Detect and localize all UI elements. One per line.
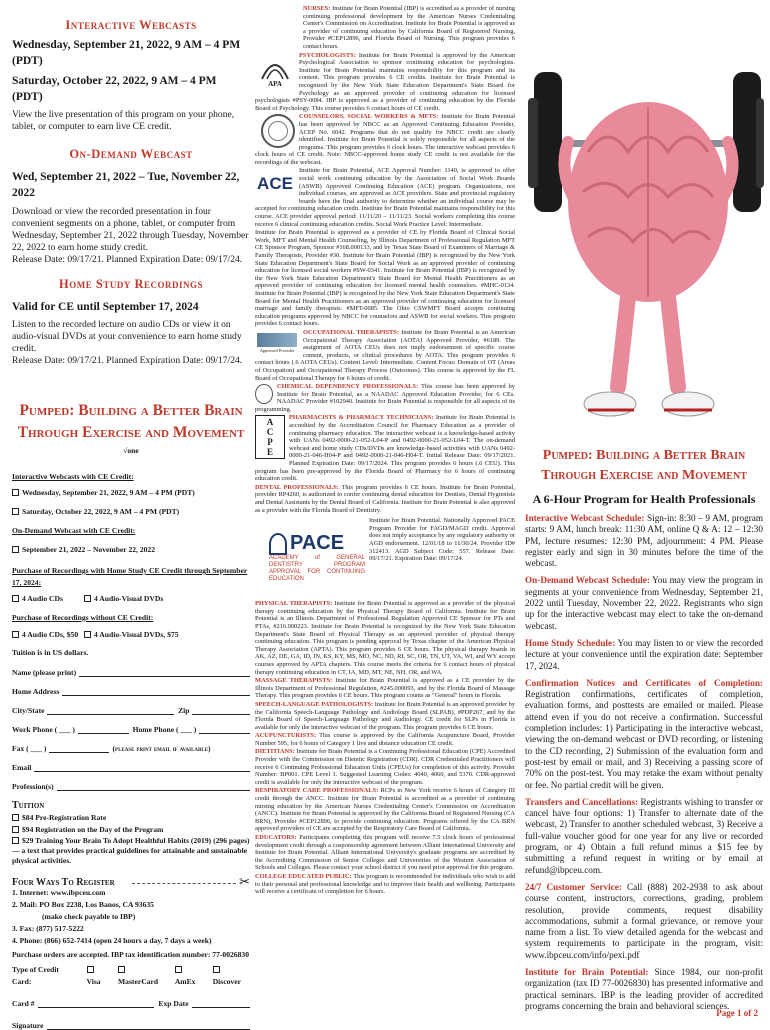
on-demand-release: Release Date: 09/17/21. Planned Expiration Date: 09/17/24. (12, 254, 243, 265)
dental-block: DENTAL PROFESSIONALS: This program provides 6 CE hours. Institute for Brain Potential, provider RP4260, is authorized to confer continuing dental education for Dentists, Dental Hygienists and Dental Assistants by the Dental Board of California. Institute for Brain Potential is also approved as a provider with the Florida Board of Dentistry. (255, 483, 515, 514)
register-mail: 2. Mail: PO Box 2238, Los Banos, CA 93635 (12, 900, 154, 909)
checkbox-icon[interactable] (12, 814, 19, 821)
home-phone-label: Home Phone ( ___ ) (132, 725, 197, 734)
register-internet[interactable]: 1. Internet: www.ibpceu.com (12, 888, 106, 897)
tuition-option-2[interactable]: $94 Registration on the Day of the Program (12, 824, 250, 836)
fax-note: (please print email if available) (112, 744, 211, 753)
work-phone-label: Work Phone ( ___ ) (12, 725, 75, 734)
tuition-option-3[interactable]: $29 Training Your Brain To Adopt Healthful Habits (2019) (296 pages) — a text that provides practical guidelines for attainable and sustainable physical activities. (12, 836, 250, 865)
checkbox-icon[interactable] (12, 826, 19, 833)
amex-option[interactable]: AmEx (175, 964, 205, 988)
register-mail-payable: (make check payable to IBP) (42, 912, 136, 921)
checkbox-icon[interactable] (213, 966, 220, 973)
work-phone-field[interactable] (78, 725, 129, 734)
checkbox-icon[interactable] (118, 966, 125, 973)
registration-form (12, 471, 250, 1030)
counselors-block: COUNSELORS, SOCIAL WORKERS & MFTS: Institute for Brain Potential has been approved by NBCC as an Approved Continuing Education Provider, ACEP No. 6042. Programs that do not qualify for NBCC credit are clearly identified. Institute for Brain Potential is solely responsible for all aspects of the programs. This program provides 6 clock hours. The interactive webcast provides 6 clock hours of CE credit. Note: NBCC-approved home study CE credit is not available for the recordings of the webcast. (255, 113, 515, 166)
accreditation-column (255, 5, 515, 897)
exp-date-field[interactable] (192, 999, 250, 1008)
interactive-webcasts-heading: Interactive Webcasts (65, 18, 197, 32)
tuition-option-1[interactable]: $84 Pre-Registration Rate (12, 812, 250, 824)
zip-label: Zip (178, 706, 190, 715)
left-program-title-2: Through Exercise and Movement (17, 424, 245, 441)
cut-line (132, 883, 236, 884)
apa-logo: APA (255, 53, 295, 93)
on-demand-dates: Wed, September 21, 2022 – Tue, November 22, 2022 (12, 171, 240, 199)
profession-label: Profession(s) (12, 782, 54, 791)
dietitians-block: DIETITIANS: Institute for Brain Potential is a Continuing Professional Education (CPE) Accredited Provider with the Commission on Dietetic Registration (CDR). CDR Credentialed Practitioners will receive 6 Continuing Professional Education Units (CPEUs) for completion of this activity. Provider Number: BP001. CPE Level 1. Suggested Learning Codes: 4040, 4060, and 5370. CDR-approved credit is available for only the interactive webcast of the program. (255, 748, 515, 786)
checkbox-icon[interactable] (12, 837, 19, 844)
about-ibp: Institute for Brain Potential: Since 1984, our non-profit organization (tax ID 77-0026830) has presented informative and practical seminars. IBP is the leading provider of accredited programs concerning the brain and behavioral sciences. (525, 966, 763, 1011)
transfers-cancellations: Transfers and Cancellations: Registrants wishing to transfer or cancel have four options: 1) Transfer to alternate date of the webcast, 2) Transfer to another scheduled webcast, 3) Receive a full-value voucher good for one year for any live or recorded program, or 4) Obtain a full refund minus a $15 fee by submitting a refund request in writing or by email at refund@ibpceu.com. (525, 796, 763, 875)
on-demand-schedule: On-Demand Webcast Schedule: You may view the program in segments at your convenience from Wednesday, September 21, 2022 until Tuesday, November 22, 2022. Registrants who sign up for the interactive webcast may elect to take the on-demand webcast. (525, 575, 763, 631)
city-state-field[interactable] (47, 706, 174, 715)
confirmation-notices: Confirmation Notices and Certificates of Completion: Registration confirmations, certificates of completion, evaluation forms, and posttests are emailed or mailed. Please attend even if you do not receive a confirmation. Successful completion includes: 1) Participating in the interactive webcast, viewing the on-demand webcast or DVD recording, or listening to the CD recording, 2) Submission of the evaluation form and post-test by email or mail, and 3) Receiving a passing score of 70% on the post-test. You may retake the exam without penalty or fee. No partial credit will be given. (525, 677, 763, 790)
checkbox-icon[interactable] (12, 489, 19, 496)
left-column (12, 18, 250, 1030)
interactive-description: View the live presentation of this program on your phone, tablet, or computer to earn live CE credit. (12, 109, 235, 132)
on-demand-webcast-label: On-Demand Webcast with CE Credit: (12, 526, 136, 535)
social-work-block: Institute for Brain Potential is approved as a provider of CE by Florida Board of Clinical Social Work, MFT and Mental Health Counseling, by Illinois Department of Professional Regulation MFT CE Sponsor Program, Sponsor #168.000133, and by Texas State Board of Examiners of Marriage & Family Therapists, Provider #30. Institute for Brain Potential (IBP) is recognized by the New York State Education Department's State Board for Social Work as an approved provider of continuing education for licensed social workers #SW-0341. Institute for Brain Potential (IBP) is recognized by the New York State Education Department's State Board for Mental Health Practitioners as an approved provider of continuing education for licensed mental health counselors. #MHC-0134. Institute for Brain Potential (IBP) is recognized by the New York State Education Department's State Board for Mental Health Practitioners as an approved provider of continuing education for licensed marriage and family therapists. #MFT-0085. The Ohio CSWMFT Board accepts continuing education programs approved by NBCC for counselors and ASWB for social workers. This program provides 6 contact hours. (255, 229, 515, 328)
register-phone: 4. Phone: (866) 652-7414 (open 24 hours a day, 7 days a week) (12, 936, 212, 945)
checkbox-icon[interactable] (12, 508, 19, 515)
email-label: Email (12, 763, 32, 772)
ace-logo: ACE (257, 173, 293, 193)
recordings-ce-label: Purchase of Recordings with Home Study CE Credit through September 17, 2024: (12, 566, 248, 587)
educators-block: EDUCATORS: Participants completing this program will receive 7.5 clock hours of professional development credit through a cosponsorship agreement between Alliant International University and Institute for Brain Potential. Alliant International University's graduate programs are accredited by the Accrediting Commission of Senior Colleges and Universities of the Western Association of Schools and Colleges. Please contact your school district if you need prior approval for this program. (255, 834, 515, 872)
college-public-block: COLLEGE EDUCATED PUBLIC: This program is recommended for individuals who wish to add to their personal and professional knowledge and to improve their health and wellbeing. Participants will receive a certificate of completion for 6 hours. (255, 872, 516, 896)
naadac-logo (255, 384, 273, 404)
check-one-note: √one (123, 446, 139, 455)
ace-block: ACE Institute for Brain Potential, ACE Approval Number: 1140, is approved to offer social work continuing education by the Association of Social Work Boards (ASWB) Approved Continuing Education (ACE) program. Organizations, not individual courses, are approved as ACE providers. State and provincial regulatory boards have the final authority to determine whether an individual course may be accepted for continuing education credit. Institute for Brain Potential maintains responsibility for this course. ACE provider approval period: 11/11/20 – 11/11/23. Social workers completing this course receive 6 clinical continuing education credits. Social Work Practice Level: Intermediate. (255, 167, 515, 228)
mastercard-option[interactable]: MasterCard (118, 964, 167, 988)
rec-noce-dvd-option[interactable]: 4 Audio-Visual DVDs, $75 (84, 629, 179, 641)
rec-ce-dvd-option[interactable]: 4 Audio-Visual DVDs (84, 593, 163, 605)
checkbox-icon[interactable] (87, 966, 94, 973)
zip-field[interactable] (192, 706, 250, 715)
chemical-dependency-block: CHEMICAL DEPENDENCY PROFESSIONALS: This course has been approved by Institute for Brain Potential, as a NAADAC Approved Education Provider, for 6 CEs. NAADAC Provider #102940. Institute for Brain Potential is responsible for all aspects of its programming. (255, 383, 516, 413)
signature-label: Signature (12, 1021, 44, 1030)
on-demand-description: Download or view the recorded presentation in four convenient segments on a phone, tablet, or computer from Wednesday, September 21, 2022 through Tuesday, November 22, 2022 to earn home study credit. (12, 206, 249, 253)
name-label: Name (please print) (12, 668, 77, 677)
respiratory-block: RESPIRATORY CARE PROFESSIONALS: RCPs in New York receive 6 hours of Category III credit through the ANCC. Institute for Brain Potential is accredited as a provider of continuing nursing education by the American Nurses Credentialing Center's Commission on Accreditation (ANCC). Institute for Brain Potential is approved by the California Board of Registered Nursing (CA BRN), Provider #CEP12896, to provide continuing education. Programs offered by the CA BRN approved providers of CE are accepted by the Respiratory Care Board of California. (255, 787, 515, 833)
massage-block: MASSAGE THERAPISTS: Institute for Brain Potential is approved as a CE provider by the Illinois Department of Professional Regulation, #245.000093, and by the Florida Board of Massage Therapy. This program provides 6 CE hours. This program counts as "General" hours in Florida. (255, 677, 515, 700)
pace-logo: PACE ACADEMY of GENERAL DENTISTRY PROGRAM APPROVAL FOR CONTINUING EDUCATION (269, 532, 365, 583)
checkbox-icon[interactable] (12, 631, 19, 638)
home-address-field[interactable] (62, 687, 250, 696)
acpe-logo: A C P E (255, 415, 285, 459)
home-address-label: Home Address (12, 687, 60, 696)
city-state-label: City/State (12, 706, 45, 715)
tuition-heading: Tuition (12, 800, 45, 811)
iw-option-2[interactable]: Saturday, October 22, 2022, 9 AM – 4 PM (PDT) (12, 506, 250, 518)
webcast-date-2: Saturday, October 22, 2022, 9 AM – 4 PM (PDT) (12, 75, 217, 103)
card-number-field[interactable] (38, 999, 155, 1008)
name-field[interactable] (79, 668, 250, 677)
nbcc-seal-logo (261, 114, 295, 148)
speech-block: SPEECH-LANGUAGE PATHOLOGISTS: Institute for Brain Potential is an approved provider by the California Speech-Language Pathology and Audiology Board (SLPAB), #PDP267, and by the Florida Board of Speech-Language Pathology and Audiology. CE credit for SLPs in Florida is available for only the interactive webcast of the program. This program provides 6 CE hours. (255, 700, 516, 731)
interactive-schedule: Interactive Webcast Schedule: Sign-in: 8:30 – 9 AM, program starts: 9 AM, lunch break: 11:30 AM, online Q & A: 12 – 12:30 PM, lecture resumes: 12:30 PM, adjournment: 4 PM. Please register early and sign in 30 minutes before the time of the webcast. (525, 513, 763, 569)
pace-block: PACE ACADEMY of GENERAL DENTISTRY PROGRAM APPROVAL FOR CONTINUING EDUCATION Institute for Brain Potential. Nationally Approved PACE Program Provider for FAGD/MAGD credit. Approval does not imply acceptance by any regulatory authority or AGD endorsement. 12/01/18 to 11/30/24. Provider ID# 312413. AGD Subject Code: 557. Release Date: 09/17/21. Expiration Date: 09/17/24. (255, 517, 515, 599)
webcast-date-1: Wednesday, September 21, 2022, 9 AM – 4 PM (PDT) (12, 39, 241, 67)
tuition-currency-note: Tuition is in US dollars. (12, 648, 89, 657)
page-number: Page 1 of 2 (716, 1008, 758, 1018)
scissors-icon: ✂ (239, 874, 250, 889)
iw-option-1[interactable]: Wednesday, September 21, 2022, 9 AM – 4 PM (PDT) (12, 487, 250, 499)
register-fax: 3. Fax: (877) 517-5222 (12, 924, 84, 933)
psychologists-block: APA PSYCHOLOGISTS: Institute for Brain Potential is approved by the American Psychological Association to sponsor continuing education for psychologists. Institute for Brain Potential maintains responsibility for this program and its content. This program provides 6 CE credits. Institute for Brain Potential is recognized by the New York State Education Department's State Board for Psychology as an approved provider of continuing education for licensed psychologists #PSY-0084. IBP is approved as a provider of continuing education by the Florida Board of Psychology. This course provides 6 contact hours of CE credit. (255, 51, 515, 112)
home-study-release: Release Date: 09/17/21. Planned Expiration Date: 09/17/24. (12, 355, 243, 366)
od-option-1[interactable]: September 21, 2022 – November 22, 2022 (12, 544, 250, 556)
right-program-title-2: Through Exercise and Movement (541, 468, 747, 483)
fax-label: Fax ( ___ ) (12, 744, 47, 753)
physical-therapists-block: PHYSICAL THERAPISTS: Institute for Brain Potential is approved as a provider of the physical therapy continuing education by the Physical Therapy Board of California. Institute for Brain Potential is an Illinois Department of Professional Regulation Approved CE Sponsor for PTs and PTAs, #216.000223. Institute for Brain Potential is recognized by the New York State Education Department's State Board of Physical Therapy as an approved provider of physical therapy continuing education. This program is pending approval by Texas chapter of the American Physical Therapy Association (APTA). This program provides 6 CE hours. The physical therapy boards in AK, AZ, DE, GA, ID, IN, KS, KY, MS, MO, NC, ND, RI, SC, OR, TN, UT, VA, WI, and WY accept courses approved by APTA chapters. This course meets the criteria for 6 contact hours of physical therapy continuing education in CT, IA, MD, MT, NE, NH, OR, and WA. (255, 600, 515, 676)
checkbox-icon[interactable] (175, 966, 182, 973)
checkbox-icon[interactable] (12, 595, 19, 602)
customer-service: 24/7 Customer Service: Call (888) 202-2938 to ask about course content, instructors, corrections, grading, problem resolution, provide comments, request disability accommodations, submit a formal grievance, or remove your name from a list. To view detailed agenda for the webcast and system requirements to participate in the program, visit: www.ibpceu.com/info/pexi.pdf (525, 881, 763, 960)
checkbox-icon[interactable] (84, 631, 91, 638)
email-field[interactable] (34, 763, 250, 772)
checkbox-icon[interactable] (12, 546, 19, 553)
aota-logo: Approved Provider (255, 330, 299, 358)
on-demand-heading: On-Demand Webcast (69, 147, 193, 161)
ways-to-register-heading: Four Ways To Register (12, 876, 115, 888)
home-study-description: Listen to the recorded lecture on audio CDs or view it on audio-visual DVDs at your convenience to earn home study credit. (12, 319, 242, 354)
checkbox-icon[interactable] (84, 595, 91, 602)
brain-barbell-illustration (528, 12, 764, 432)
nurses-block: NURSES: Institute for Brain Potential (IBP) is accredited as a provider of nursing continuing professional development by the American Nurses Credentialing Center's Commission on Accreditation. Institute for Brain Potential is approved as a provider of continuing education by California Board of Registered Nursing, Provider #CEP12896, and Florida Board of Nursing. This program provides 6 contact hours. (303, 5, 515, 50)
home-study-heading: Home Study Recordings (59, 277, 203, 291)
discover-option[interactable]: Discover (213, 964, 250, 988)
signature-field[interactable] (47, 1021, 250, 1030)
visa-option[interactable]: Visa (87, 964, 110, 988)
home-phone-field[interactable] (199, 725, 250, 734)
acupuncturists-block: ACUPUNCTURISTS: This course is approved by the California Acupuncture Board, Provider Number 595, for 6 hours of Category 1 live and distance education CE credit. (255, 732, 515, 747)
ot-block: Approved Provider OCCUPATIONAL THERAPISTS: Institute for Brain Potential is an American Occupational Therapy Association (AOTA) Approved Provider, #6189. The assignment of AOTA CEUs does not imply endorsement of specific course content, products, or clinical procedures by AOTA. This program provides 6 contact hours (.6 AOTA CEUs). Content Level: Intermediate. Content Focus: Domain of OT (Areas of Occupation) and Occupational Therapy Process (Outcomes). This course is approved by the FL Board of Occupational Therapy for 6 hours of credit. (255, 328, 515, 382)
card-number-label: Card # (12, 999, 35, 1008)
right-program-title-1: Pumped: Building a Better Brain (542, 448, 746, 463)
recordings-noce-label: Purchase of Recordings without CE Credit: (12, 613, 154, 622)
fax-field[interactable] (49, 744, 108, 753)
exp-date-label: Exp Date (158, 999, 189, 1008)
left-program-title-1: Pumped: Building a Better Brain (19, 402, 243, 419)
purchase-orders-note: Purchase orders are accepted. IBP tax identification number: 77-0026830 (12, 950, 249, 959)
pharmacists-block: A C P E PHARMACISTS & PHARMACY TECHNICIANS: Institute for Brain Potential is accredited by the Accreditation Council for Pharmacy Education as a provider of continuing pharmacy education. The interactive webcast is a knowledge-based activity with UANs 0492-0000-21-052-L04-P and 0492-0000-21-052-L04-T. The on-demand webcast and home study CDs/DVDs are knowledge-based activities with UANs 0492-0000-21-046-H04-P and 0492-0000-21-046-H04-T. Initial Release Date: 09/17/2021. Planned Expiration Date: 09/17/2024. This program provides 6 hours (.6 CEU). This program has been pre-approved by the Florida Board of Pharmacy for 6 hours of continuing education credit. (255, 414, 515, 483)
right-column (525, 446, 763, 1012)
rec-noce-cd-option[interactable]: 4 Audio CDs, $50 (12, 629, 84, 641)
program-subtitle: A 6-Hour Program for Health Professionals (532, 492, 756, 506)
interactive-webcast-label: Interactive Webcasts with CE Credit: (12, 472, 134, 481)
profession-field[interactable] (57, 782, 250, 791)
home-study-schedule: Home Study Schedule: You may listen to or view the recorded lecture at your convenience until the expiration date: September 17, 2024. (525, 637, 763, 671)
card-type-label: Type of Credit Card: (12, 965, 59, 986)
home-study-valid: Valid for CE until September 17, 2024 (12, 301, 199, 313)
rec-ce-cd-option[interactable]: 4 Audio CDs (12, 593, 84, 605)
